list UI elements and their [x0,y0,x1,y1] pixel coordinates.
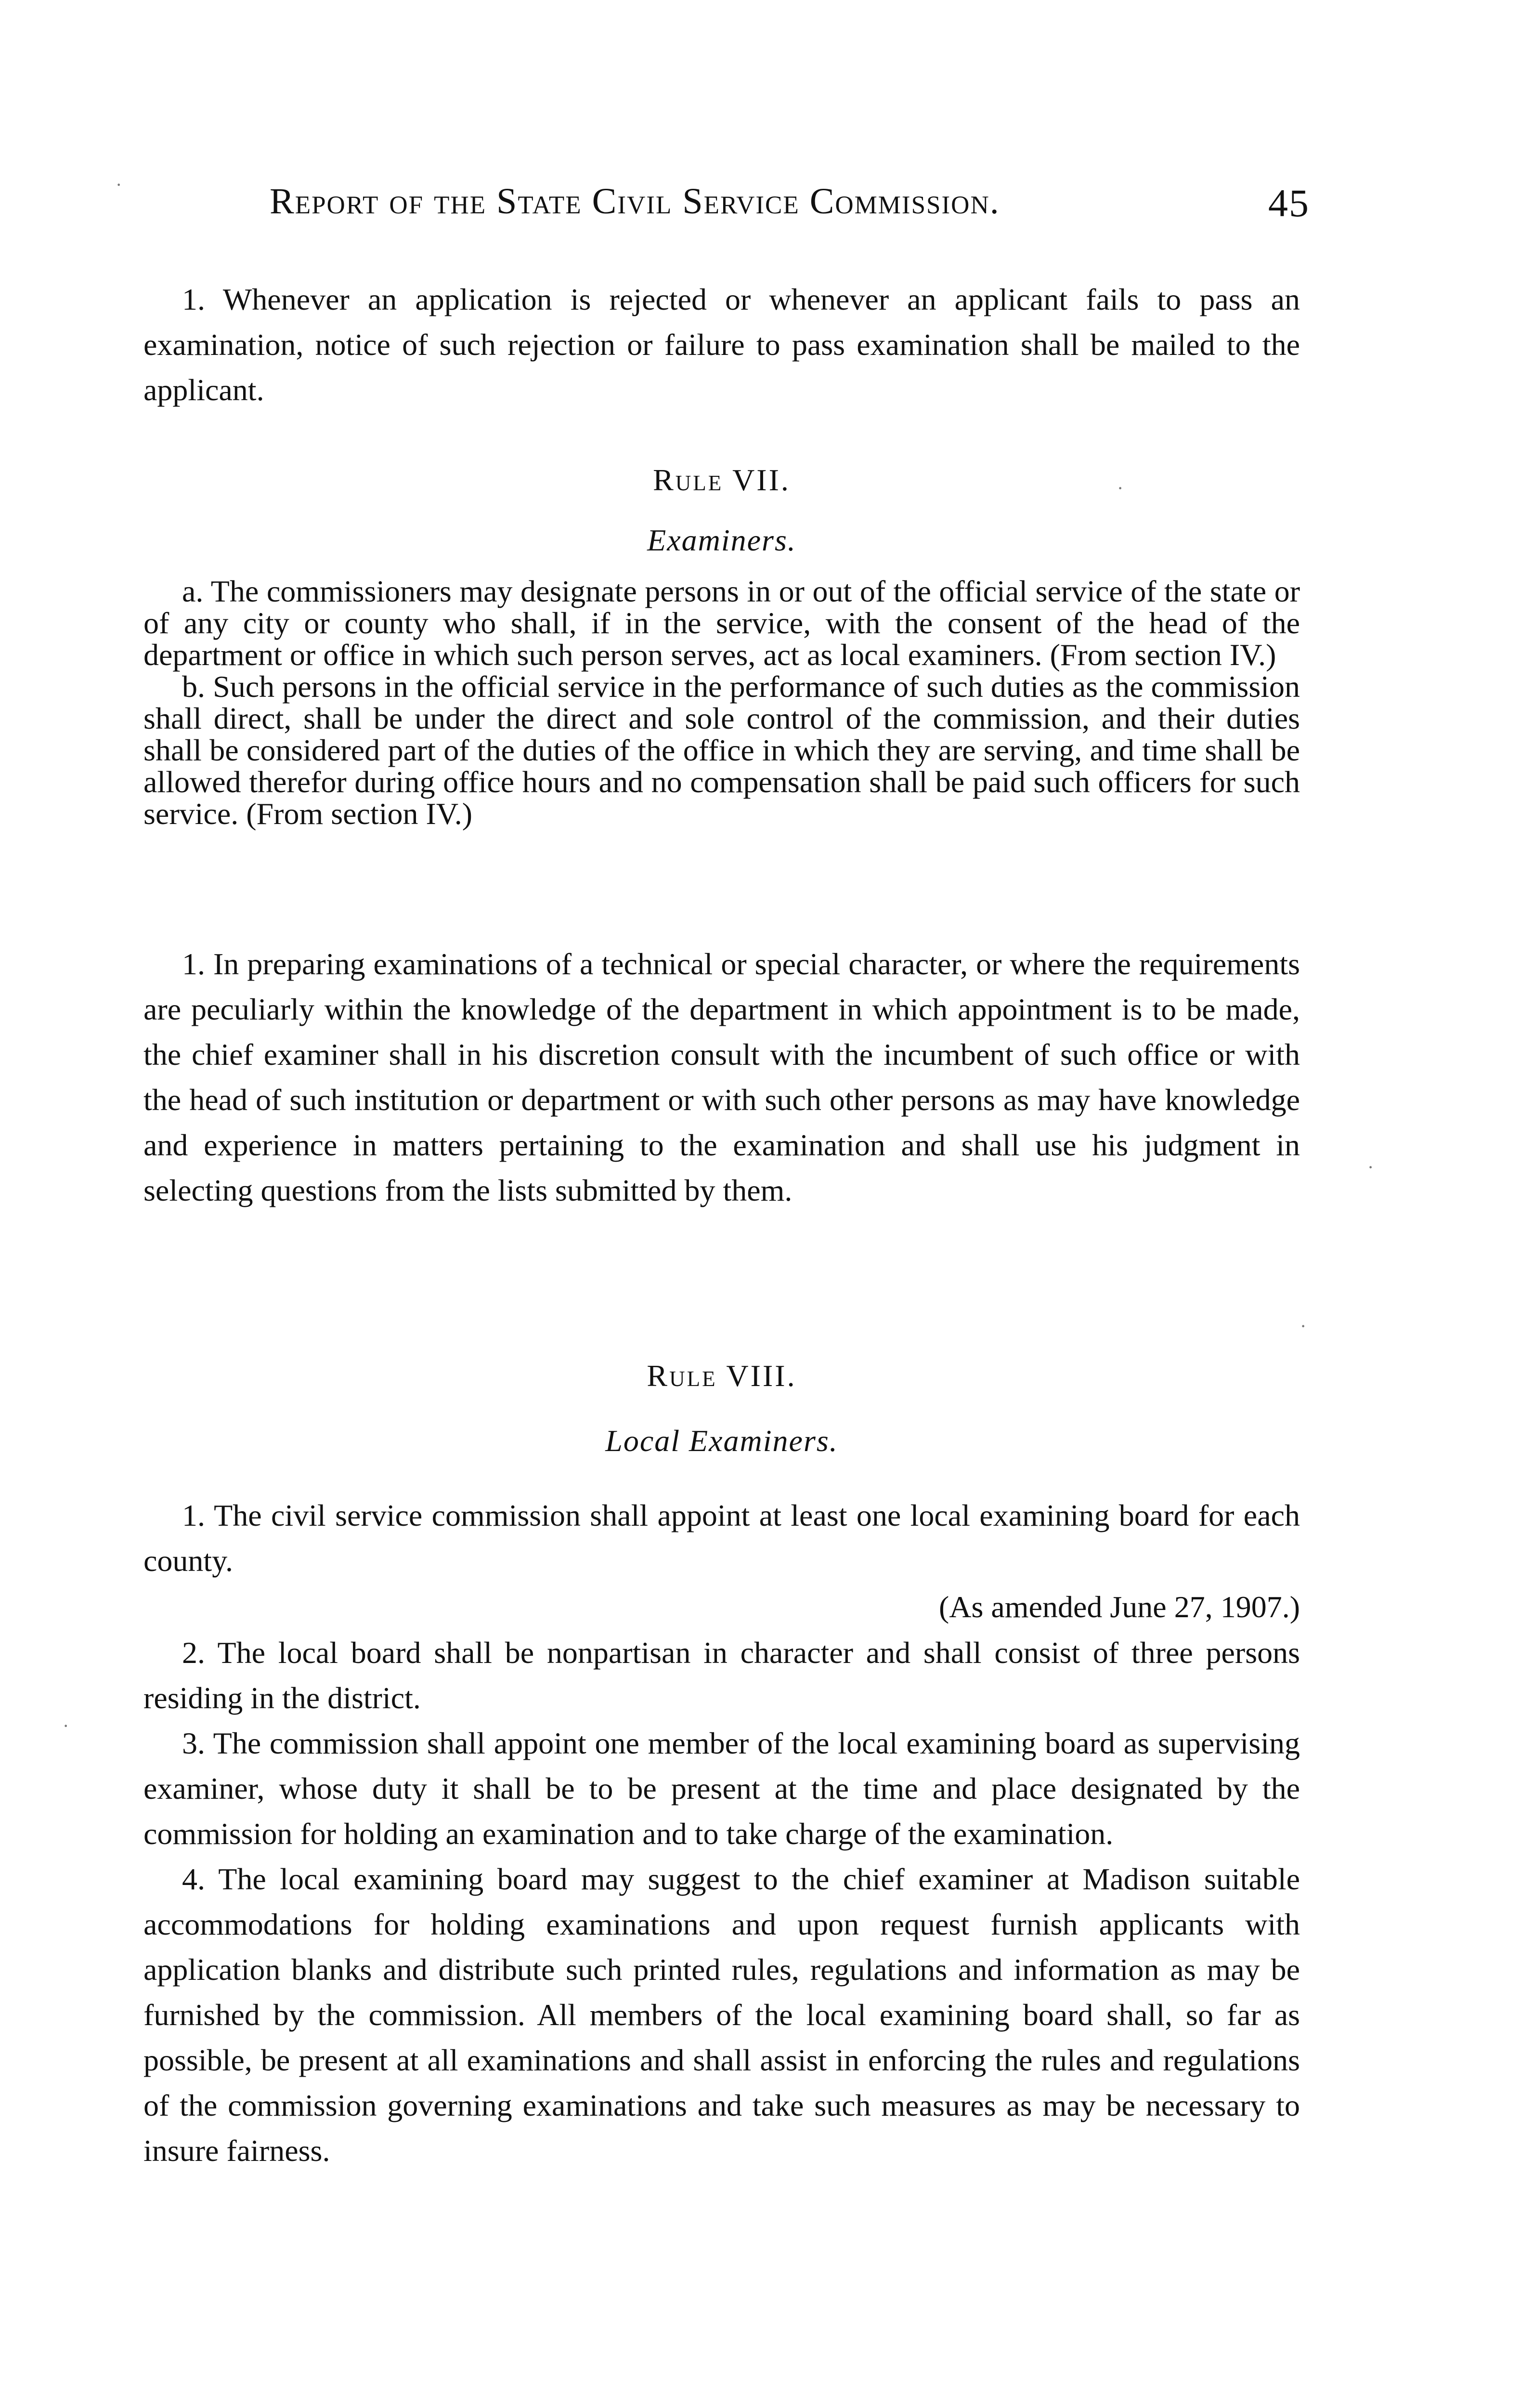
rule-viii-subheading: Local Examiners. [605,1424,838,1458]
intro-paragraph-block [143,277,1300,413]
running-header [270,181,1310,225]
paragraph-rejection-notice: 1. Whenever an application is rejected or whenever an applicant fails to pass an examination, notice of such rejection or failure to pass examination shall be mailed to the applicant. [143,282,1300,407]
scan-speck: · [1300,1315,1307,1337]
scan-speck: · [63,1715,69,1737]
page-number: 45 [1268,181,1310,225]
paragraph-technical-exams: 1. In preparing examinations of a technical or special character, or where the requirements are peculiarly within the knowledge of the department in which appointment is to be made, the chief examiner shall in his discretion consult with the incumbent of such office or with the head of such institution or department or with such other persons as may have knowledge and experience in matters pertaining to the examination and shall use his judgment in selecting questions from the lists submitted by them. [143,947,1300,1207]
scan-speck: · [116,174,122,196]
rule-viii-para1-block [143,1493,1300,1584]
paragraph-b: b. Such persons in the official service in the performance of such duties as the commission shall direct, shall be under the direct and sole control of the commission, and their duties shall be considered part of the duties of the office in which they are serving, and time shall be allowed therefor during office hours and no compensation shall be paid such officers for such service. (From section IV.) [143,669,1300,831]
rule-vii-subheading: Examiners. [647,523,796,557]
rule-viii-heading: Rule VIII. [647,1359,797,1393]
paragraph-accommodations: 4. The local examining board may suggest to the chief examiner at Madison suitable accommodations for holding examinations and upon request furnish applicants with application blanks and distribute such printed rules, regulations and information as may be furnished by the commission. All members of the local examining board shall, so far as possible, be present at all examinations and shall assist in enforcing the rules and regulations of the commission governing examinations and take such measures as may be necessary to insure fairness. [143,1862,1300,2168]
paragraph-nonpartisan: 2. The local board shall be nonpartisan in character and shall consist of three persons residing in the district. [143,1636,1300,1715]
header-title: Report of the State Civil Service Commission. [270,181,1000,222]
scan-speck: · [1367,1156,1374,1178]
rule-vii-heading: Rule VII. [653,463,791,497]
rule-vii-dense-block [143,576,1300,830]
paragraph-supervising-examiner: 3. The commission shall appoint one member of the local examining board as supervising examiner, whose duty it shall be to be present at the time and place designated by the commission for holding an examination and to take charge of the examination. [143,1726,1300,1851]
paragraph-a: a. The commissioners may designate persons in or out of the official service of the state or of any city or county who shall, if in the service, with the consent of the head of the department or office in which such person serves, act as local examiners. (From section IV.) [143,574,1300,672]
paragraph-local-board: 1. The civil service commission shall appoint at least one local examining board for each county. [143,1498,1300,1578]
scan-speck: · [1117,477,1124,499]
amended-note: (As amended June 27, 1907.) [938,1590,1300,1624]
rule-vii-paragraph-1-block [143,942,1300,1213]
rule-viii-remaining-block [143,1630,1300,2173]
